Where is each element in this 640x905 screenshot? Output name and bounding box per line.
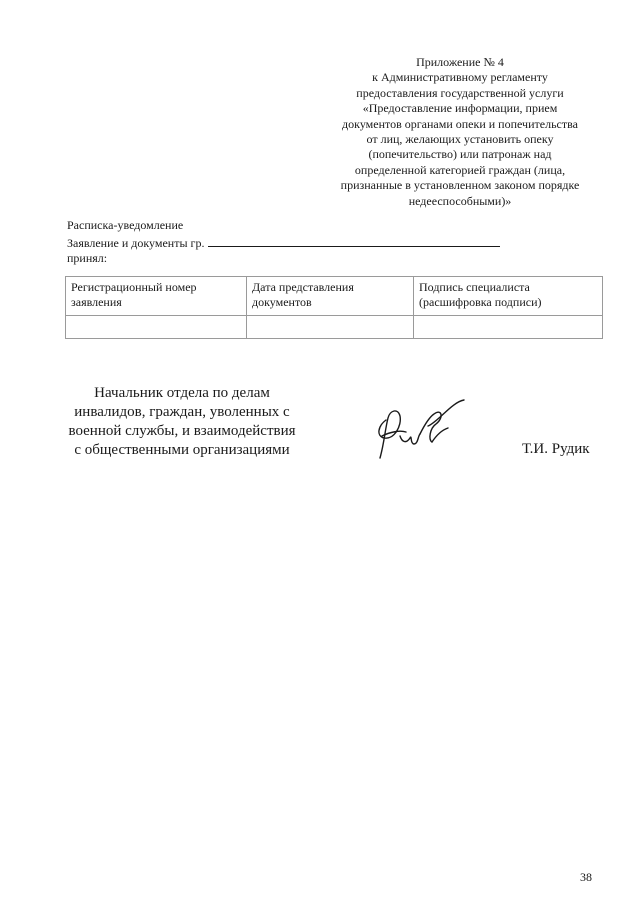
header-text: заявления — [71, 295, 122, 309]
signer-position-line: с общественными организациями — [74, 442, 290, 458]
header-specialist-signature — [414, 277, 603, 316]
header-submission-date — [247, 277, 414, 316]
appendix-line: признанные в установленном законом порядке — [340, 178, 580, 193]
appendix-line: (попечительство) или патронаж над — [368, 147, 552, 162]
header-registration-number — [66, 277, 247, 316]
receipt-applicant-line — [67, 234, 500, 252]
signer-position-line: военной службы, и взаимодействия — [68, 423, 296, 439]
receipt-accepted-label: принял: — [67, 251, 108, 266]
receipt-applicant-label: Заявление и документы гр. — [67, 235, 205, 250]
specialist-signature-cell — [414, 316, 603, 339]
appendix-header — [320, 55, 600, 209]
receipt-title: Расписка-уведомление — [67, 218, 184, 232]
appendix-line: предоставления государственной услуги — [356, 85, 564, 100]
header-text: (расшифровка подписи) — [419, 295, 542, 309]
signer-position — [62, 384, 302, 460]
receipt-notice — [67, 218, 500, 267]
signer-position-line: Начальник отдела по делам — [94, 385, 270, 401]
applicant-name-blank — [208, 234, 500, 247]
appendix-line: Приложение № 4 — [416, 55, 504, 69]
header-text: документов — [252, 295, 312, 309]
header-text: Регистрационный номер — [71, 280, 197, 294]
registration-number-cell — [66, 316, 247, 339]
page-number: 38 — [580, 870, 592, 884]
table-row — [66, 316, 603, 339]
appendix-line: «Предоставление информации, прием — [362, 101, 558, 116]
signer-name: Т.И. Рудик — [522, 441, 590, 457]
signer-position-line: инвалидов, граждан, уволенных с — [74, 404, 290, 420]
appendix-line: документов органами опеки и попечительства — [342, 116, 578, 131]
appendix-line: к Административному регламенту — [372, 70, 548, 85]
appendix-line: определенной категорией граждан (лица, — [354, 162, 566, 177]
header-text: Дата представления — [252, 280, 354, 294]
appendix-line: от лиц, желающих установить опеку — [366, 132, 554, 147]
submission-date-cell — [247, 316, 414, 339]
header-text: Подпись специалиста — [419, 280, 530, 294]
handwritten-signature — [372, 396, 468, 464]
registration-table — [65, 276, 603, 339]
appendix-line: недееспособными)» — [408, 193, 512, 208]
table-header-row — [66, 277, 603, 316]
